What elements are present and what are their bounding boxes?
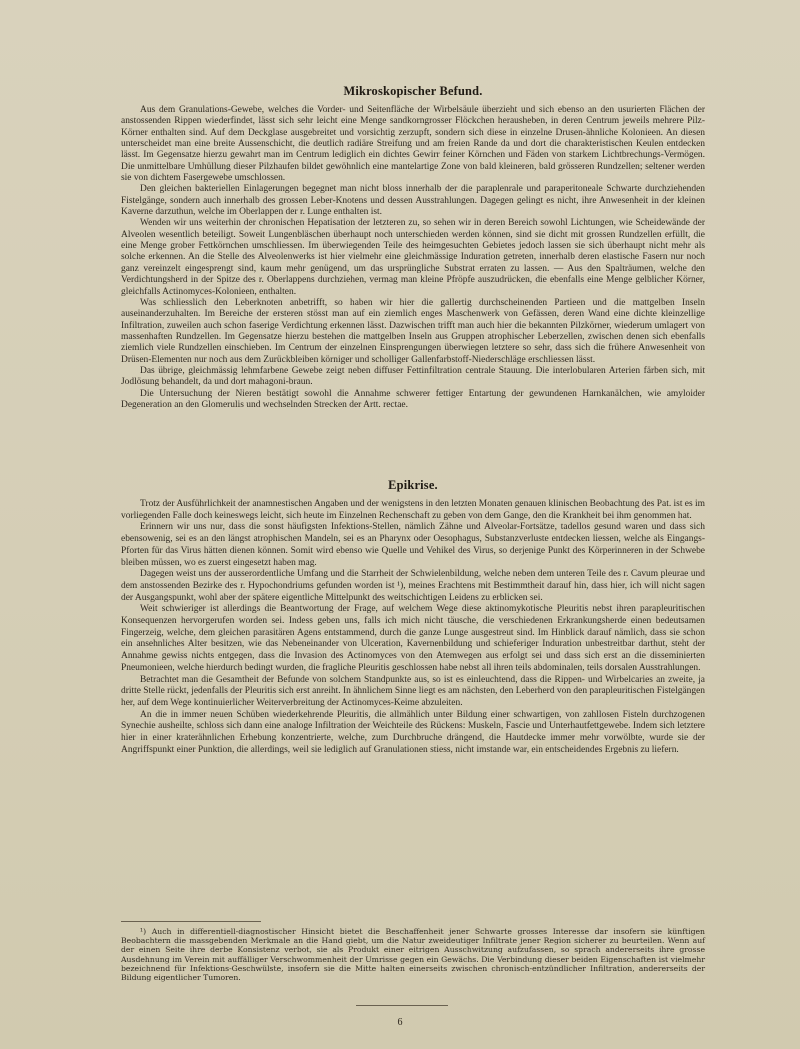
footnote: [121, 927, 705, 982]
section-title: Mikroskopischer Befund.: [343, 84, 483, 98]
paragraph: An die in immer neuen Schüben wiederkehrende Pleuritis, die allmählich unter Bildung einer schwartigen, von zahllosen Fisteln durchzogenen Synechie ausheilte, schloss sich dann eine analoge Infiltration der Weichteile des Rückens: Muskeln, Fascie und Unterhautfettgewebe. Indem sich letztere hier in einer kraterähnlichen Erhebung konzentrierte, welche, zum Durchbruche drängend, die Hautdecke immer mehr vorwölbte, wurde sie der Angriffspunkt einer Punktion, die allerdings, weil sie lediglich auf Granulationen stiess, nicht imstande war, ein entscheidendes Ergebnis zu liefern.: [121, 709, 705, 755]
section-title: Epikrise.: [388, 478, 438, 492]
footnote-divider: [121, 921, 261, 922]
paragraph: Trotz der Ausführlichkeit der anamnestischen Angaben und der wenigstens in den letzten Monaten genauen klinischen Beobachtung des Pat. ist es im vorliegenden Falle doch keineswegs leicht, sich heute im Einzelnen Rechenschaft zu geben von dem Gange, den die Krankheit bei ihm genommen hat.: [121, 499, 705, 521]
paragraph: Den gleichen bakteriellen Einlagerungen begegnet man nicht bloss innerhalb der die paraplenrale und paraperitoneale Schwarte durchziehenden Fistelgänge, sondern auch innerhalb des grossen Leber-Knotens und dessen Ausstrahlungen. Dagegen gelingt es nicht, ihre Anwesenheit in der kleinen Kaverne darzuthun, welche im Oberlappen der r. Lunge enthalten ist.: [121, 184, 705, 218]
paragraph: Erinnern wir uns nur, dass die sonst häufigsten Infektions-Stellen, nämlich Zähne und Alveolar-Fortsätze, tadellos gesund waren und dass sich ebensowenig, sei es an den längst atrophischen Mandeln, sei es an Pharynx oder Oesophagus, Substanzverluste entdecken liessen, welche als Eingangs-Pforten für das Virus hätten dienen können. Somit wird ebenso wie Quelle und Vehikel des Virus, so derjenige Punkt des Körperinneren in der Schwebe bleiben müssen, wo es zuerst eingesetzt haben mag.: [121, 522, 705, 568]
section-epikrise: [121, 478, 705, 756]
footnote-text: ¹) Auch in differentiell-diagnostischer Hinsicht bietet die Beschaffenheit jener Schwarte grosses Interesse dar insofern sie künftigen Beobachtern die massgebenden Merkmale an die Hand giebt, um die Natur zweideutiger Infiltrate jener Region sicherer zu beurteilen. Wenn auf der einen Seite ihre derbe Konsistenz verbot, sie als Produkt einer eitrigen Ausschwitzung aufzufassen, so sprach andererseits ihre grosse Ausdehnung im Verein mit auffälliger Verschwommenheit der Umrisse gegen ein Gewächs. Die Verbindung dieser beiden Eigenschaften ist vielmehr bezeichnend für Infektions-Geschwülste, insofern sie die Mitte halten einerseits zwischen chronisch-entzündlicher Infiltration, andererseits der Bildung eigentlicher Tumoren.: [121, 927, 705, 983]
paragraph: Die Untersuchung der Nieren bestätigt sowohl die Annahme schwerer fettiger Entartung der gewundenen Harnkanälchen, wie amyloider Degeneration an den Glomerulis und wechselnden Strecken der Artt. rectae.: [121, 388, 705, 410]
paragraph: Dagegen weist uns der ausserordentliche Umfang und die Starrheit der Schwielenbildung, welche neben dem unteren Teile des r. Cavum pleurae und dem anstossenden Bezirke des r. Hypochondriums gefunden worden ist ¹), meines Erachtens mit Bestimmtheit darauf hin, dass hier, ich will nicht sagen der Ausgangspunkt, wohl aber der spätere eigentliche Mittelpunkt des weitschichtigen Leidens zu erblicken sei.: [121, 569, 705, 603]
section-mikroskopischer-befund: [121, 84, 705, 411]
page-number: 6: [397, 1017, 403, 1028]
paragraph: Was schliesslich den Leberknoten anbetrifft, so haben wir hier die gallertig durchscheinenden Partieen und die mattgelben Inseln auseinanderzuhalten. Im Bereiche der ersteren stösst man auf ein ziemlich enges Maschenwerk von Gefässen, deren Wand eine dichte kleinzellige Infiltration, zuweilen auch schon faserige Verdichtung erkennen lässt. Dazwischen trifft man auch hier die bekannten Pilzkörner, wiederum umlagert von massenhaften Rundzellen. Im Gegensatze hierzu bestehen die mattgelben Inseln aus Gruppen atrophischer Leberzellen, zwischen denen sich ebenfalls ziemlich viele Rundzellen einschieben. Im Centrum der einzelnen Einsprengungen überwiegen letztere so sehr, dass sich die frühere Anwesenheit von Drüsen-Elementen nur noch aus dem Zurückbleiben körniger und scholliger Gallenfarbstoff-Niederschläge erschliessen lässt.: [121, 297, 705, 365]
paragraph: Aus dem Granulations-Gewebe, welches die Vorder- und Seitenfläche der Wirbelsäule überzieht und sich ebenso an den usurierten Flächen der anstossenden Rippen wiederfindet, lässt sich sehr leicht eine Menge sandkorngrosser Flöckchen herausheben, in deren Centrum jeweils mehrere Pilz-Körner enthalten sind. Auf dem Deckglase ausgebreitet und vorsichtig zerzupft, sondern sich diese in einzelne Drusen-ähnliche Kolonieen. An diesen unterscheidet man eine breite Aussenschicht, die deutlich radiäre Streifung und am freien Rande da und dort die charakteristischen Keulen entdecken lässt. Im Gegensatze hierzu gewahrt man im Centrum lediglich ein dichtes Gewirr feiner Körnchen und Fäden von starkem Lichtbrechungs-Vermögen. Die unmittelbare Umhüllung dieser Pilzhaufen bildet gewöhnlich eine mantelartige Zone von bald kleineren, bald grösseren Rundzellen; seltener werden sie von dichtem Fasergewebe umschlossen.: [121, 105, 705, 184]
end-divider: [356, 1005, 448, 1006]
paragraph: Wenden wir uns weiterhin der chronischen Hepatisation der letzteren zu, so sehen wir in deren Bereich sowohl Lichtungen, wie Scheidewände der Alveolen wesentlich beteiligt. Soweit Lungenbläschen überhaupt noch unterschieden werden können, sind sie dicht mit grossen Rundzellen erfüllt, die eine Menge grober Fettkörnchen umschliessen. Im überwiegenden Teile des heimgesuchten Gebietes jedoch lassen sie sich überhaupt nicht mehr als solche erkennen. An die Stelle des Alveolenwerks ist hier vielmehr eine gleichmässige Induration getreten, innerhalb deren elastische Fasern nur noch ganz vereinzelt eingesprengt sind, kaum mehr genügend, um das ursprüngliche Substrat erraten zu lassen. — Aus den Spalträumen, welche den Verdichtungsherd in der Spitze des r. Oberlappens durchziehen, vermag man kleine Pfröpfe auszudrücken, die ebenfalls eine Menge gelblicher Körner, gleichfalls Actinomyces-Kolonieen, enthalten.: [121, 218, 705, 297]
paragraph: Das übrige, gleichmässig lehmfarbene Gewebe zeigt neben diffuser Fettinfiltration centrale Stauung. Die interlobularen Arterien färben sich, mit Jodlösung behandelt, da und dort mahagoni-braun.: [121, 365, 705, 388]
paragraph: Weit schwieriger ist allerdings die Beantwortung der Frage, auf welchem Wege diese aktinomykotische Pleuritis nebst ihren parapleuritischen Konsequenzen hervorgerufen worden sei. Indess geben uns, falls ich mich nicht täusche, die verschiedenen Erkrankungsherde einen bedeutsamen Fingerzeig, welche, dem gleichen parasitären Agens entstammend, durch die ganze Lunge ausgestreut sind. Im Hinblick darauf nämlich, dass sie schon ein ansehnliches Alter besitzen, wie das Nebeneinander von Ulceration, Kavernenbildung und schieferiger Induration unbestreitbar darthut, steht der Annahme gewiss nichts entgegen, dass die Invasion des Actinomyces von den Atemwegen aus erfolgt sei und dass sich erst an die disseminierten Pneumonieen, welche hierdurch bedingt wurden, die fragliche Pleuritis geschlossen habe nebst all ihren teils abdominalen, teils dorsalen Ausstrahlungen.: [121, 604, 705, 673]
paragraph: Betrachtet man die Gesamtheit der Befunde von solchem Standpunkte aus, so ist es einleuchtend, dass die Rippen- und Wirbelcaries an zweite, ja dritte Stelle rückt, jedenfalls der Pleuritis sich erst anreiht. In ähnlichem Sinne liegt es am nächsten, den Leberherd von den parapleuritischen Fistelgängen her, auf dem Wege kontinuierlicher Weiterverbreitung der Actinomyces-Keime abzuleiten.: [121, 674, 705, 708]
